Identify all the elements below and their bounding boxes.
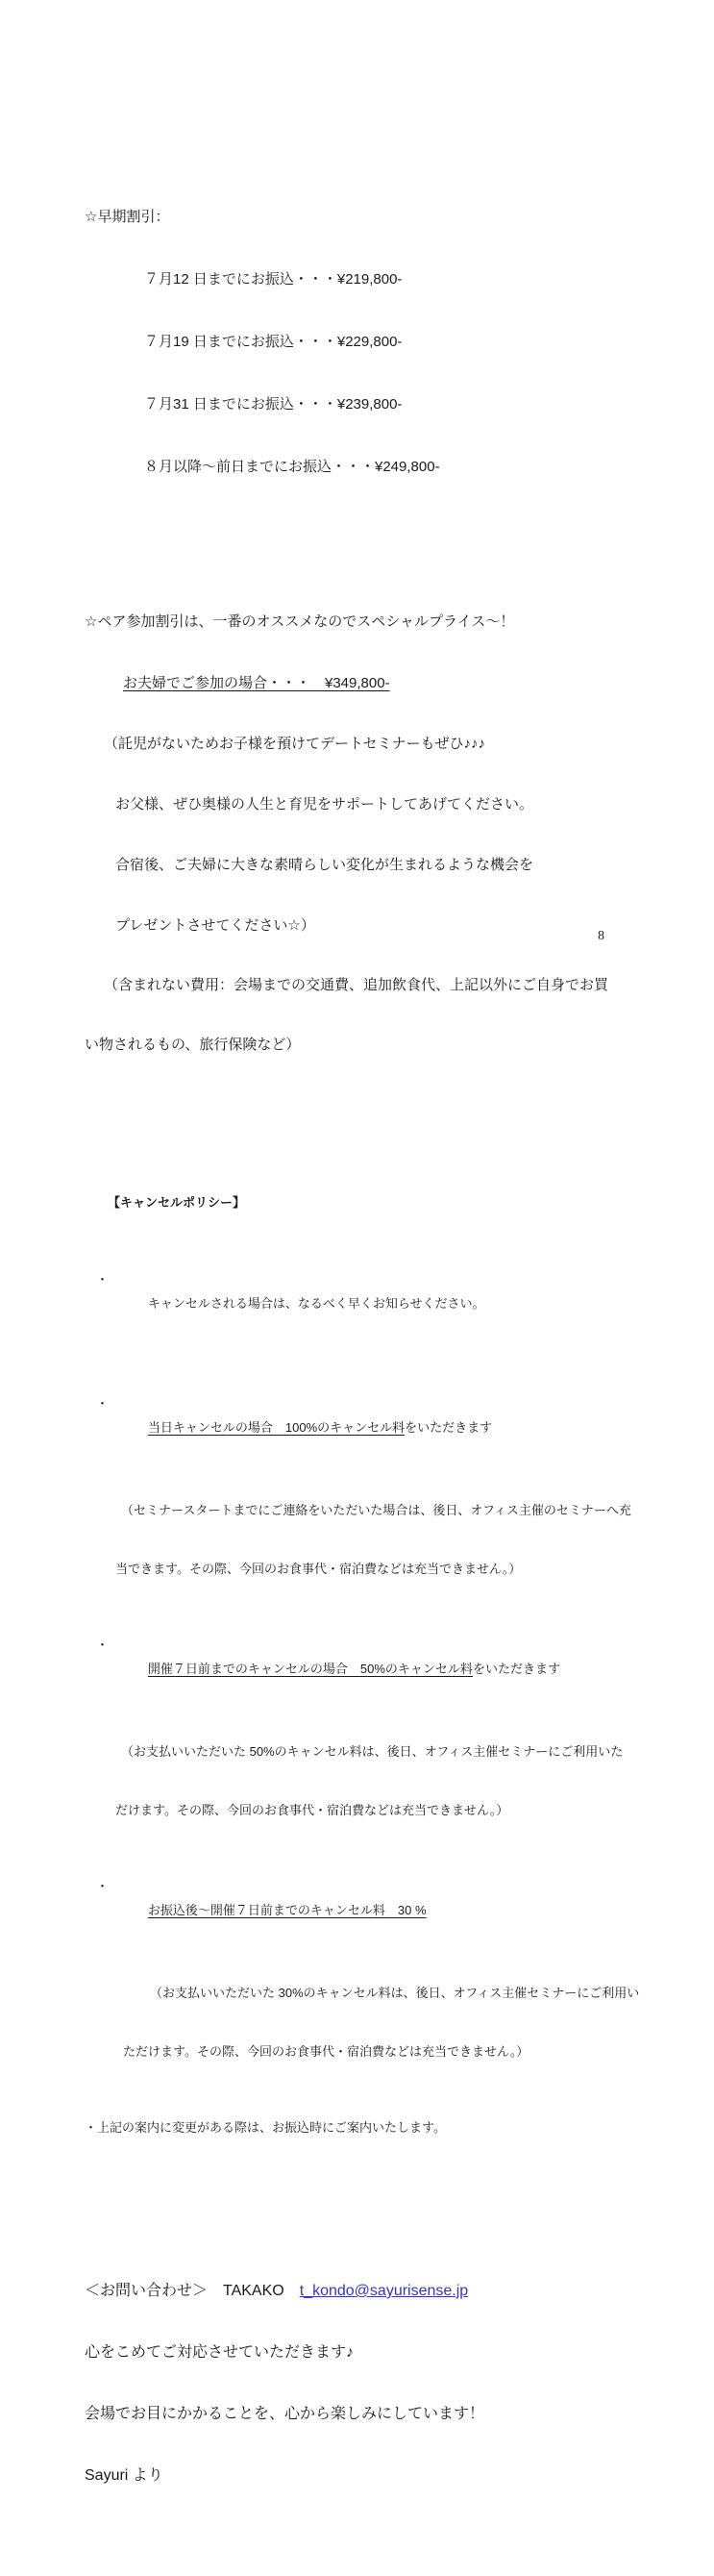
early-discount-section bbox=[85, 169, 642, 515]
policy-note-line: ただけます。その際、今回のお食事代・宿泊費などは充当できません。） bbox=[123, 2044, 529, 2059]
policy-note-line: （お支払いいただいた 30%のキャンセル料は、後日、オフィス主催セミナーにご利用い bbox=[150, 1986, 640, 2000]
policy-item-underlined: お振込後～開催７日前までのキャンセル料 30 % bbox=[147, 1903, 427, 1917]
policy-footnote: ・上記の案内に変更がある際は、お振込時にご案内いたします。 bbox=[85, 2120, 446, 2135]
pair-discount-note-line: お父様、ぜひ奥様の人生と育児をサポートしてあげてください。 bbox=[115, 796, 534, 813]
policy-note-line: だけます。その際、今回のお食事代・宿泊費などは充当できません。） bbox=[115, 1803, 509, 1817]
page-content bbox=[85, 117, 642, 2576]
pair-discount-price-line bbox=[85, 670, 642, 696]
page-number: 8 bbox=[598, 929, 604, 943]
early-discount-heading: ☆早期割引： bbox=[85, 209, 170, 225]
bullet-icon: ・ bbox=[96, 1272, 110, 1287]
early-discount-line: ７月12 日までにお振込・・・¥219,800- bbox=[144, 271, 403, 288]
policy-note-line: 当できます。その際、今回のお食事代・宿泊費などは充当できません。） bbox=[115, 1562, 522, 1576]
early-discount-line: ７月31 日までにお振込・・・¥239,800- bbox=[144, 396, 403, 413]
pair-discount-section bbox=[85, 574, 642, 1092]
early-discount-line: ７月19 日までにお振込・・・¥229,800- bbox=[144, 334, 403, 350]
pair-discount-note-line: 合宿後、ご夫婦に大きな素晴らしい変化が生まれるような機会を bbox=[115, 857, 534, 873]
cancel-policy-heading: 【キャンセルポリシー】 bbox=[108, 1195, 246, 1210]
contact-message-line: 会場でお目にかかることを、心から楽しみにしています！ bbox=[85, 2406, 485, 2422]
policy-note-line: （セミナースタートまでにご連絡をいただいた場合は、後日、オフィス主催のセミナーへ充 bbox=[121, 1503, 631, 1517]
contact-section bbox=[85, 2243, 642, 2524]
early-discount-line: ８月以降～前日までにお振込・・・¥249,800- bbox=[144, 459, 440, 475]
contact-line bbox=[85, 2278, 642, 2305]
bullet-icon: ・ bbox=[96, 1879, 110, 1893]
pair-price-underlined-text: お夫婦でご参加の場合・・・ ¥349,800- bbox=[123, 675, 390, 691]
contact-signature: Sayuri より bbox=[85, 2467, 163, 2484]
contact-label: ＜お問い合わせ＞ TAKAKO bbox=[85, 2283, 300, 2299]
contact-message-line: 心をこめてご対応させていただきます♪ bbox=[85, 2344, 355, 2361]
policy-item bbox=[85, 1633, 642, 1705]
pair-discount-note-line: （託児がないためお子様を預けてデートセミナーもぜひ♪♪♪ bbox=[104, 736, 486, 752]
policy-item-underlined: 当日キャンセルの場合 100%のキャンセル料 bbox=[147, 1420, 406, 1435]
bullet-icon: ・ bbox=[96, 1396, 110, 1411]
contact-email-link[interactable]: t_kondo@sayurisense.jp bbox=[299, 2283, 469, 2299]
excluded-costs-line: （含まれない費用：会場までの交通費、追加飲食代、上記以外にご自身でお買 bbox=[104, 977, 609, 993]
policy-item bbox=[85, 1874, 642, 1946]
policy-item bbox=[85, 1391, 642, 1463]
policy-item-underlined: 開催７日前までのキャンセルの場合 50%のキャンセル料 bbox=[147, 1662, 473, 1676]
policy-item-rest: をいただきます bbox=[405, 1420, 493, 1435]
pair-discount-note-line: プレゼントさせてください☆） bbox=[115, 917, 315, 934]
policy-item-rest: をいただきます bbox=[472, 1662, 560, 1676]
excluded-costs-line: い物されるもの、旅行保険など） bbox=[85, 1037, 301, 1053]
pair-discount-heading: ☆ペア参加割引は、一番のオススメなのでスペシャルプライス～！ bbox=[85, 613, 515, 630]
cancel-policy-section bbox=[85, 1156, 642, 2174]
bullet-icon: ・ bbox=[96, 1638, 110, 1652]
policy-note-line: （お支払いいただいた 50%のキャンセル料は、後日、オフィス主催セミナーにご利用いた bbox=[121, 1744, 624, 1759]
policy-item bbox=[85, 1267, 642, 1339]
policy-item-text: キャンセルされる場合は、なるべく早くお知らせください。 bbox=[147, 1296, 485, 1311]
